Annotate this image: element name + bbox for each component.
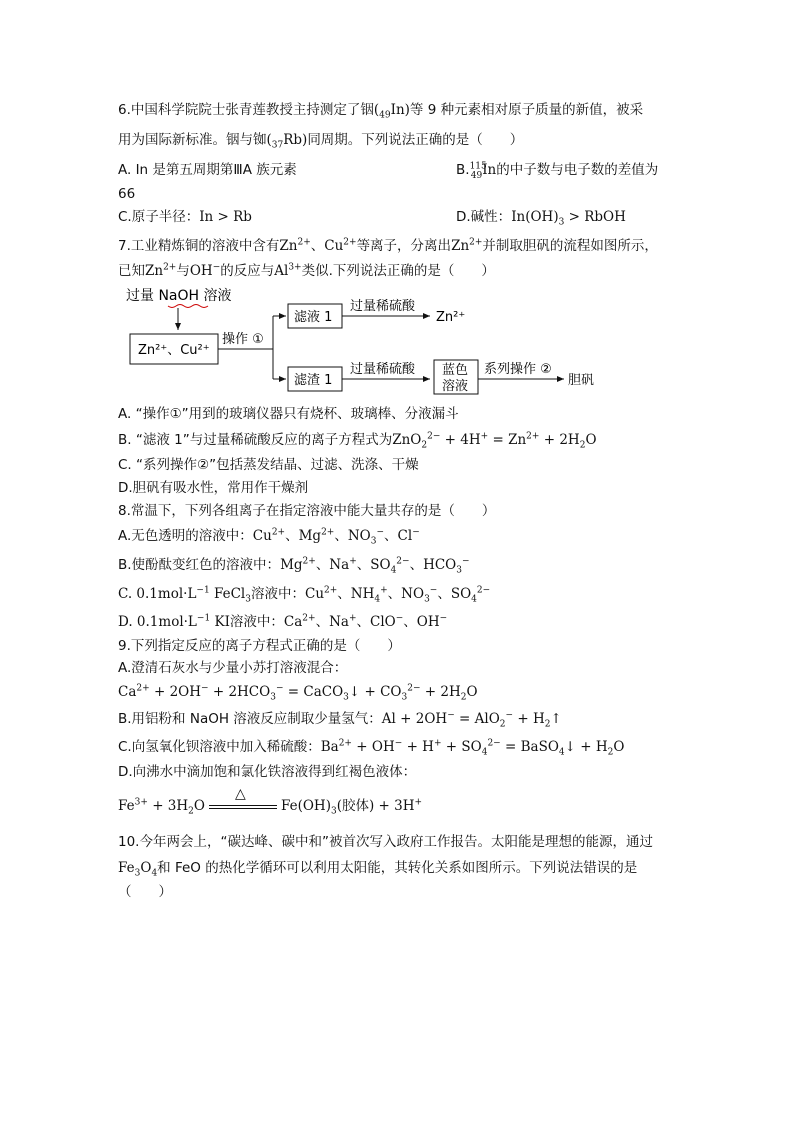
flow-residue-label: 滤渣 1 bbox=[294, 373, 333, 388]
q7-stem-line1: 7.工业精炼铜的溶液中含有$Zn^{2+}$、$Cu^{2+}$等离子，分离出$Zn^{2+}$并制取胆矾的流程如图所示， bbox=[118, 237, 658, 254]
flow-product-label: 胆矾 bbox=[568, 373, 595, 388]
flow-acid-top-label: 过量稀硫酸 bbox=[350, 299, 416, 314]
flow-op2-label: 系列操作 ② bbox=[484, 362, 552, 377]
q9-option-a: A.澄清石灰水与少量小苏打溶液混合： bbox=[118, 660, 348, 676]
delta-symbol: △ bbox=[234, 786, 246, 802]
q6-option-b: B.$^{115}_{49}$In的中子数与电子数的差值为 bbox=[456, 161, 659, 181]
q6-stem-line2: 用为国际新标准。铟与铷$(_{37}Rb)$同周期。下列说法正确的是（ ） bbox=[118, 132, 524, 151]
q10-stem-line2: $Fe_3O_4$和 FeO 的热化学循环可以利用太阳能，其转化关系如图所示。下列说法错误的是 bbox=[118, 860, 638, 879]
q7-option-a: A. “操作①”用到的玻璃仪器只有烧杯、玻璃棒、分液漏斗 bbox=[118, 406, 459, 422]
flow-blue-line2: 溶液 bbox=[442, 379, 469, 394]
flow-blue-line1: 蓝色 bbox=[442, 363, 469, 378]
flow-op1-label: 操作 ① bbox=[222, 332, 264, 347]
double-line bbox=[209, 805, 277, 809]
q8-option-c: C. $0.1mol\cdot L^{-1}$ FeCl$_3$溶液中：$Cu^{2+}$、$NH_4^+$、$NO_3^-$、$SO_4^{2-}$ bbox=[118, 585, 491, 605]
q7-option-b: B. “滤液 1”与过量稀硫酸反应的离子方程式为$ZnO_2^{2-} + 4H^+ = Zn^{2+} + 2H_2O$ bbox=[118, 431, 597, 451]
q7-option-c: C. “系列操作②”包括蒸发结晶、过滤、洗涤、干燥 bbox=[118, 457, 419, 473]
q8-option-d: D. $0.1mol\cdot L^{-1}$ KI溶液中：$Ca^{2+}$、Na+、ClO−、OH− bbox=[118, 613, 448, 630]
q6-option-c: C.原子半径：In > Rb bbox=[118, 209, 252, 225]
q6-stem-line1: 6.中国科学院院士张青莲教授主持测定了铟$(_{49}In)$等 9 种元素相对原子质量的新值，被采 bbox=[118, 102, 644, 121]
flow-reagent-label: 过量 NaOH 溶液 bbox=[126, 288, 232, 304]
q9-option-d-eq: $Fe^{3+} + 3H_2O$ △ $Fe(OH)_3$(胶体) + 3H+ bbox=[118, 786, 423, 817]
q9-option-a-eq: $Ca^{2+} + 2OH^- + 2HCO_3^-$ = CaCO$_3$↓ + $CO_3^{2-} + 2H_2O$ bbox=[118, 683, 478, 703]
flow-diagram bbox=[118, 284, 618, 396]
q7-stem-line2: 已知$Zn^{2+}$与OH−的反应与$Al^{3+}$类似.下列说法正确的是（ ） bbox=[118, 262, 495, 279]
q6-option-a: A. In 是第五周期第ⅢA 族元素 bbox=[118, 162, 297, 178]
q8-stem: 8.常温下，下列各组离子在指定溶液中能大量共存的是（ ） bbox=[118, 503, 496, 519]
q8-option-a: A.无色透明的溶液中：$Cu^{2+}$、$Mg^{2+}$、$NO_3^-$、Cl− bbox=[118, 527, 420, 547]
q6-option-d: D.碱性：$In(OH)_3$ > RbOH bbox=[456, 209, 626, 228]
flow-acid-bottom-label: 过量稀硫酸 bbox=[350, 362, 416, 377]
q10-stem-line1: 10.今年两会上，“碳达峰、碳中和”被首次写入政府工作报告。太阳能是理想的能源，通过 bbox=[118, 834, 653, 850]
q9-stem: 9.下列指定反应的离子方程式正确的是（ ） bbox=[118, 638, 401, 654]
q10-stem-line3: （ ） bbox=[118, 884, 172, 900]
q6-option-b-cont: 66 bbox=[118, 186, 136, 202]
heat-arrow bbox=[205, 786, 281, 816]
q9-option-b: B.用铝粉和 NaOH 溶液反应制取少量氢气：$Al + 2OH^- = AlO_2^- + H_2↑$ bbox=[118, 710, 562, 730]
flow-zn-product: Zn²⁺ bbox=[436, 310, 466, 325]
q9-option-d: D.向沸水中滴加饱和氯化铁溶液得到红褐色液体： bbox=[118, 764, 417, 780]
q8-option-b: B.使酚酞变红色的溶液中：$Mg^{2+}$、Na+、$SO_4^{2-}$、$HCO_3^-$ bbox=[118, 556, 470, 576]
q7-option-d: D.胆矾有吸水性，常用作干燥剂 bbox=[118, 480, 309, 496]
flow-start-ions: Zn²⁺、Cu²⁺ bbox=[138, 343, 210, 358]
flow-filtrate-label: 滤液 1 bbox=[294, 310, 333, 325]
q9-option-c: C.向氢氧化钡溶液中加入稀硫酸：$Ba^{2+} + OH^- + H^+ + SO_4^{2-}$ = BaSO$_4$↓ + $H_2O$ bbox=[118, 738, 625, 758]
flow-reagent-underline bbox=[168, 305, 208, 308]
